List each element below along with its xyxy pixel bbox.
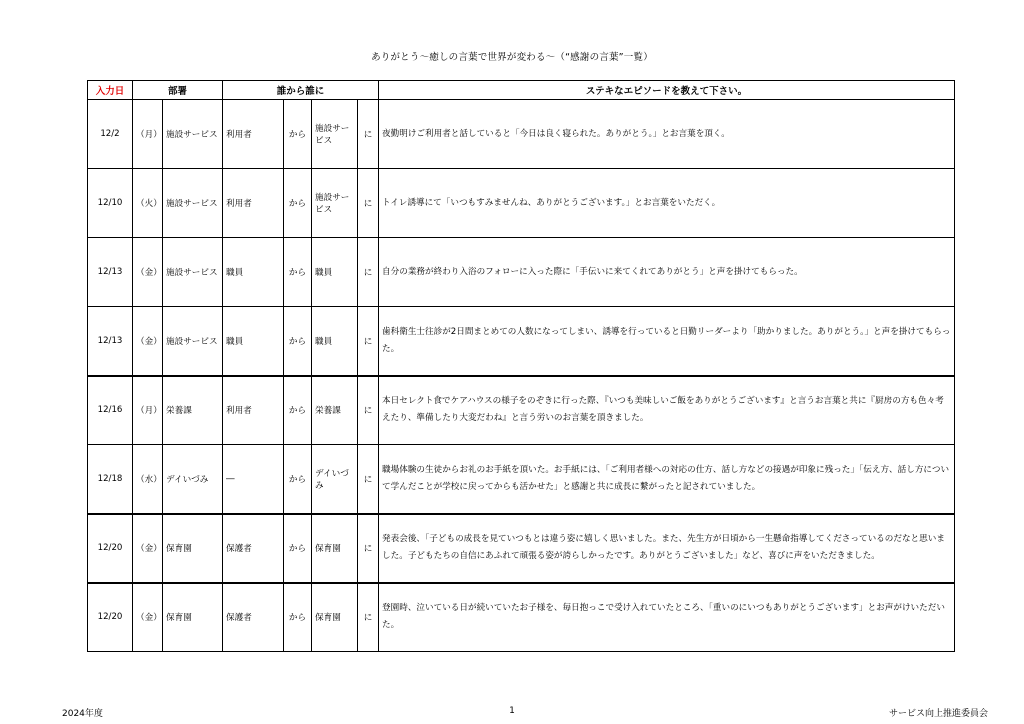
entry-date: 12/13 [88,307,133,376]
entry-date: 12/16 [88,376,133,445]
footer-page-number: 1 [509,706,515,716]
entry-date: 12/13 [88,238,133,307]
entry-date: 12/20 [88,583,133,652]
episode-text: 発表会後、「子どもの成長を見ていつもとは違う姿に嬉しく思いました。また、先生方が日頃から一生懸命指導してくださっているのだなと思いました。子どもたちの自信にあふれて頑張る姿が誇らしかったです。ありがとうございました」など、喜びに声をいただきました。 [379,514,955,583]
kara-label: から [284,238,312,307]
department: 施設サービス [163,307,223,376]
header-date: 入力日 [88,81,133,100]
table-row [88,238,955,307]
kara-label: から [284,445,312,514]
to-who: デイいづみ [312,445,358,514]
table-row [88,583,955,652]
table-row [88,307,955,376]
day-of-week: （金） [133,514,163,583]
day-of-week: （月） [133,376,163,445]
episode-text: トイレ誘導にて「いつもすみませんね、ありがとうございます。」とお言葉をいただく。 [379,169,955,238]
kara-label: から [284,169,312,238]
to-who: 施設サービス [312,169,358,238]
to-who: 職員 [312,238,358,307]
department: 施設サービス [163,169,223,238]
from-who: ― [223,445,284,514]
kara-label: から [284,100,312,169]
day-of-week: （月） [133,100,163,169]
ni-label: に [358,376,379,445]
to-who: 栄養課 [312,376,358,445]
to-who: 施設サービス [312,100,358,169]
table-row [88,445,955,514]
kara-label: から [284,583,312,652]
from-who: 職員 [223,307,284,376]
kara-label: から [284,307,312,376]
table-row [88,514,955,583]
episode-text: 本日セレクト食でケアハウスの様子をのぞきに行った際、『いつも美味しいご飯をありがとうございます』と言うお言葉と共に『厨房の方も色々考えたり、準備したり大変だわね』と言う労いのお言葉を頂きました。 [379,376,955,445]
entry-date: 12/20 [88,514,133,583]
department: 施設サービス [163,238,223,307]
department: 保育園 [163,583,223,652]
ni-label: に [358,238,379,307]
day-of-week: （金） [133,583,163,652]
gratitude-table [87,80,955,652]
footer-committee: サービス向上推進委員会 [888,709,988,719]
entry-date: 12/18 [88,445,133,514]
ni-label: に [358,583,379,652]
header-dept: 部署 [133,81,223,100]
ni-label: に [358,514,379,583]
table-row [88,100,955,169]
episode-text: 夜勤明けご利用者と話していると「今日は良く寝られた。ありがとう。」とお言葉を頂く。 [379,100,955,169]
episode-text: 歯科衛生士往診が2日間まとめての人数になってしまい、誘導を行っていると日勤リーダーより「助かりました。ありがとう。」と声を掛けてもらった。 [379,307,955,376]
kara-label: から [284,376,312,445]
header-who: 誰から誰に [223,81,379,100]
episode-text: 自分の業務が終わり入浴のフォローに入った際に「手伝いに来てくれてありがとう」と声を掛けてもらった。 [379,238,955,307]
day-of-week: （金） [133,238,163,307]
department: 施設サービス [163,100,223,169]
ni-label: に [358,169,379,238]
from-who: 保護者 [223,583,284,652]
entry-date: 12/10 [88,169,133,238]
to-who: 保育園 [312,583,358,652]
to-who: 保育園 [312,514,358,583]
from-who: 保護者 [223,514,284,583]
from-who: 利用者 [223,376,284,445]
footer-fiscal-year: 2024年度 [62,709,103,719]
kara-label: から [284,514,312,583]
header-episode: ステキなエピソードを教えて下さい。 [379,81,955,100]
to-who: 職員 [312,307,358,376]
day-of-week: （金） [133,307,163,376]
department: 栄養課 [163,376,223,445]
from-who: 職員 [223,238,284,307]
from-who: 利用者 [223,100,284,169]
ni-label: に [358,445,379,514]
episode-text: 登園時、泣いている日が続いていたお子様を、毎日抱っこで受け入れていたところ、「重いのにいつもありがとうございます」とお声がけいただいた。 [379,583,955,652]
entry-date: 12/2 [88,100,133,169]
table-row [88,169,955,238]
department: デイいづみ [163,445,223,514]
ni-label: に [358,100,379,169]
episode-text: 職場体験の生徒からお礼のお手紙を頂いた。お手紙には、「ご利用者様への対応の仕方、話し方などの接遇が印象に残った」「伝え方、話し方について学んだことが学校に戻ってからも活かせた」と感謝と共に成長に繋がったと記されていました。 [379,445,955,514]
day-of-week: （水） [133,445,163,514]
ni-label: に [358,307,379,376]
header-row [88,81,955,100]
department: 保育園 [163,514,223,583]
from-who: 利用者 [223,169,284,238]
document-title: ありがとう〜癒しの言葉で世界が変わる〜（“感謝の言葉”一覧） [371,52,653,63]
table-row [88,376,955,445]
day-of-week: （火） [133,169,163,238]
